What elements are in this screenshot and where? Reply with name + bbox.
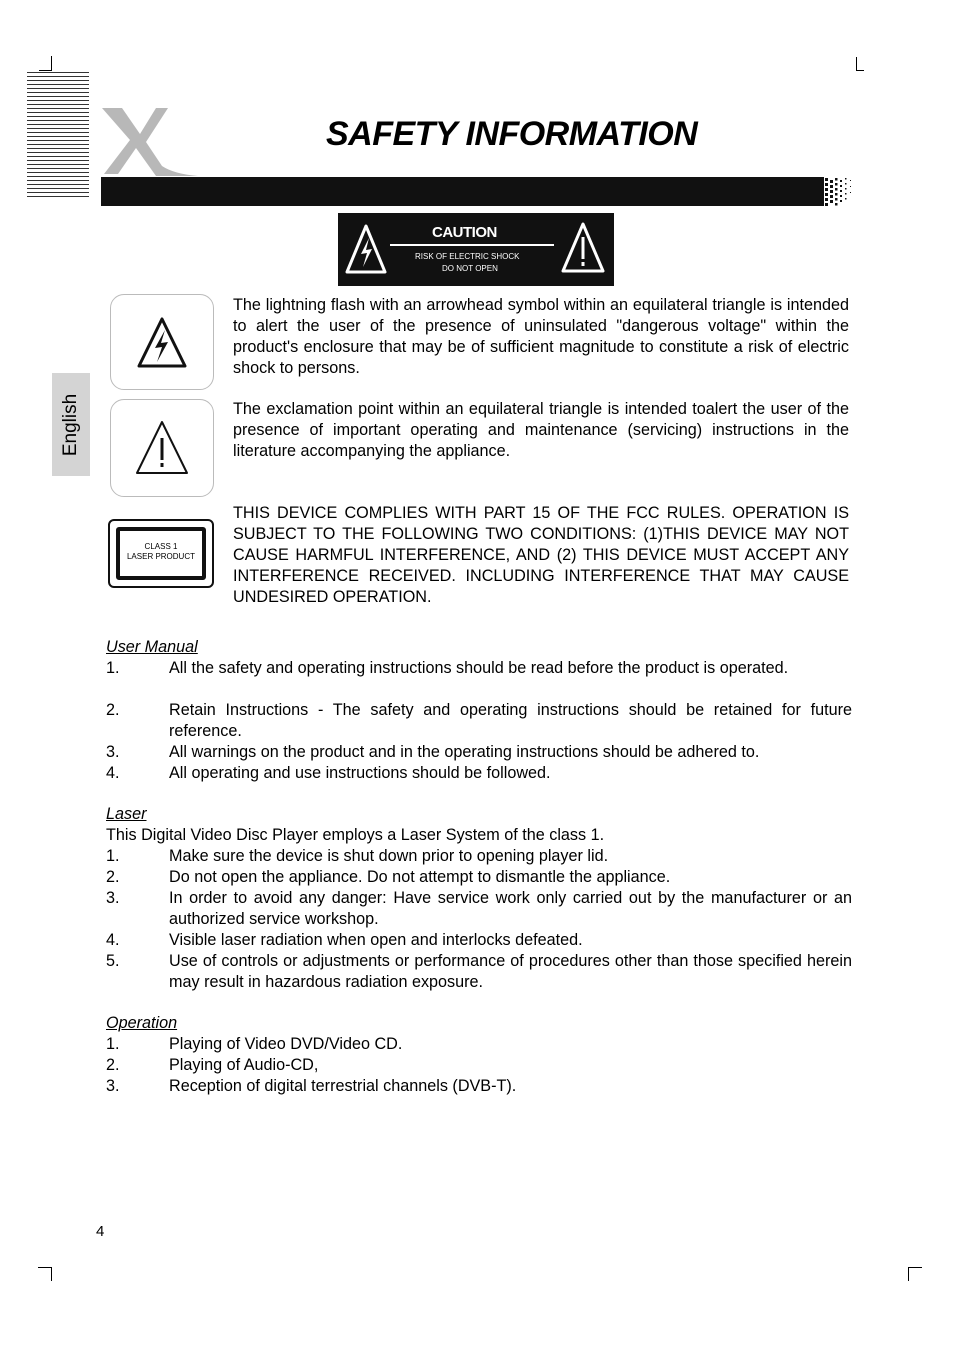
list-item: 4. Visible laser radiation when open and interlocks defeated. — [106, 931, 583, 949]
exclamation-description: The exclamation point within an equilateral triangle is intended toalert the user of the presence of important operating and maintenance (servicing) instructions in the literature accompanying the appliance. — [233, 400, 849, 460]
crop-mark-top-right — [856, 57, 864, 71]
lightning-description: The lightning flash with an arrowhead symbol within an equilateral triangle is intended to alert the user of the presence of uninsulated "dangerous voltage" within the product's enclosure that may be of sufficient magnitude to constitute a risk of electric shock to persons. — [233, 296, 849, 377]
lightning-warning-icon — [137, 317, 187, 369]
header-bar-dot-fade — [818, 177, 858, 206]
lightning-symbol-box — [110, 294, 214, 390]
exclamation-warning-icon — [135, 420, 189, 476]
caution-label — [338, 213, 614, 286]
list-item: 2. Playing of Audio-CD, — [106, 1056, 319, 1074]
caution-do-not-open-text: DO NOT OPEN — [442, 264, 498, 273]
list-item: 1. Make sure the device is shut down prior to opening player lid. — [106, 847, 609, 865]
language-tab — [52, 373, 90, 476]
lightning-triangle-icon — [344, 223, 388, 275]
exclamation-symbol-box — [110, 399, 214, 497]
list-item: 5. Use of controls or adjustments or performance of procedures other than those specified herein may result in hazardous radiation exposure. — [106, 952, 852, 991]
crop-mark-bottom-right — [908, 1267, 922, 1281]
laser-heading: Laser — [106, 805, 147, 823]
caution-warning-text: RISK OF ELECTRIC SHOCK — [415, 252, 520, 261]
brand-x-logo — [96, 104, 198, 178]
decorative-stripes — [27, 72, 89, 200]
crop-mark-top-left — [39, 56, 52, 71]
caution-title: CAUTION — [432, 224, 497, 241]
caution-divider — [390, 244, 554, 246]
list-item: 3. All warnings on the product and in the operating instructions should be adhered to. — [106, 743, 760, 761]
list-item: 4. All operating and use instructions should be followed. — [106, 764, 551, 782]
fcc-statement: THIS DEVICE COMPLIES WITH PART 15 OF THE FCC RULES. OPERATION IS SUBJECT TO THE FOLLOWING TWO CONDITIONS: (1)THIS DEVICE MAY NOT CAUSE HARMFUL INTERFERENCE, AND (2) THIS DEVICE MUST ACCEPT ANY INTERFERENCE RECEIVED. INCLUDING INTERFERENCE THAT MAY CAUSE UNDESIRED OPERATION. — [233, 504, 849, 606]
language-tab-label: English — [60, 393, 81, 456]
header-bar — [101, 177, 823, 206]
list-item: 3. Reception of digital terrestrial channels (DVB-T). — [106, 1077, 517, 1095]
laser-product-text: LASER PRODUCT — [126, 552, 195, 561]
list-item: 3. In order to avoid any danger: Have service work only carried out by the manufacturer or an authorized service workshop. — [106, 889, 852, 928]
crop-mark-bottom-left — [38, 1267, 52, 1281]
list-item: 1. Playing of Video DVD/Video CD. — [106, 1035, 403, 1053]
laser-class-label — [108, 519, 214, 588]
exclamation-triangle-icon — [560, 221, 606, 275]
operation-heading: Operation — [106, 1014, 178, 1032]
page-number: 4 — [96, 1223, 105, 1240]
laser-intro: This Digital Video Disc Player employs a Laser System of the class 1. — [106, 826, 605, 844]
list-item: 2. Retain Instructions - The safety and operating instructions should be retained for future reference. — [106, 701, 852, 740]
page-title: SAFETY INFORMATION — [326, 115, 698, 153]
laser-class-text: CLASS 1 — [144, 542, 178, 551]
list-item: 2. Do not open the appliance. Do not attempt to dismantle the appliance. — [106, 868, 671, 886]
user-manual-heading: User Manual — [106, 638, 198, 656]
list-item: 1. All the safety and operating instructions should be read before the product is operated. — [106, 659, 789, 677]
